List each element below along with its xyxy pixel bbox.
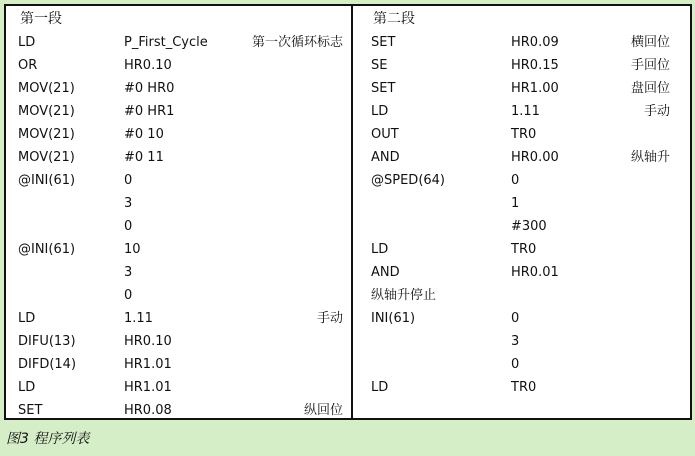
listing-row — [6, 169, 351, 192]
comment-cell: 手动 — [316, 311, 343, 326]
instruction-cell: DIFD(14) — [18, 357, 77, 372]
listing-row — [6, 146, 351, 169]
listing-row — [353, 330, 690, 353]
listing-row — [353, 238, 690, 261]
instruction-cell: LD — [18, 311, 36, 326]
operand-cell: 0 — [511, 357, 520, 372]
operand-cell: 1.11 — [511, 104, 540, 119]
instruction-cell: SET — [371, 35, 396, 50]
operand-cell: 0 — [124, 288, 133, 303]
program-listing-table — [4, 4, 692, 420]
instruction-cell: @INI(61) — [18, 242, 76, 257]
comment-cell: 横回位 — [630, 35, 670, 50]
operand-cell: #0 11 — [124, 150, 164, 165]
listing-row — [353, 54, 690, 77]
instruction-cell: LD — [18, 380, 36, 395]
instruction-cell: @INI(61) — [18, 173, 76, 188]
operand-cell: 0 — [124, 173, 133, 188]
operand-cell: 0 — [511, 173, 520, 188]
instruction-cell: 纵轴升停止 — [371, 288, 437, 303]
operand-cell: HR1.01 — [124, 380, 172, 395]
comment-cell: 纵回位 — [303, 403, 343, 418]
operand-cell: #0 HR1 — [124, 104, 175, 119]
listing-row — [353, 307, 690, 330]
listing-row — [353, 169, 690, 192]
instruction-cell: MOV(21) — [18, 150, 75, 165]
listing-row — [6, 123, 351, 146]
operand-cell: HR0.10 — [124, 334, 172, 349]
listing-row — [6, 330, 351, 353]
listing-row — [353, 261, 690, 284]
instruction-cell: MOV(21) — [18, 104, 75, 119]
listing-row — [6, 261, 351, 284]
listing-row — [6, 100, 351, 123]
operand-cell: HR1.01 — [124, 357, 172, 372]
listing-row — [353, 353, 690, 376]
listing-row — [353, 77, 690, 100]
listing-row — [6, 215, 351, 238]
operand-cell: TR0 — [511, 380, 537, 395]
operand-cell: HR0.01 — [511, 265, 559, 280]
operand-cell: 3 — [124, 196, 133, 211]
listing-row — [6, 77, 351, 100]
instruction-cell: SET — [371, 81, 396, 96]
listing-row — [6, 399, 351, 422]
comment-cell: 手动 — [643, 104, 670, 119]
instruction-cell: LD — [371, 242, 389, 257]
operand-cell: HR0.09 — [511, 35, 559, 50]
listing-row — [353, 284, 690, 307]
instruction-cell: AND — [371, 265, 400, 280]
instruction-cell: LD — [371, 380, 389, 395]
instruction-cell: @SPED(64) — [371, 173, 446, 188]
listing-row — [6, 192, 351, 215]
comment-cell: 盘回位 — [630, 81, 670, 96]
operand-cell: HR0.10 — [124, 58, 172, 73]
operand-cell: HR1.00 — [511, 81, 559, 96]
listing-row — [6, 353, 351, 376]
operand-cell: HR0.00 — [511, 150, 559, 165]
operand-cell: #300 — [511, 219, 547, 234]
operand-cell: #0 HR0 — [124, 81, 175, 96]
instruction-cell: DIFU(13) — [18, 334, 76, 349]
listing-row — [353, 31, 690, 54]
listing-row — [353, 100, 690, 123]
operand-cell: TR0 — [511, 127, 537, 142]
comment-cell: 第一次循环标志 — [251, 35, 343, 50]
section-two-title: 第二段 — [373, 11, 415, 27]
listing-row — [6, 31, 351, 54]
listing-row — [6, 376, 351, 399]
instruction-cell: MOV(21) — [18, 127, 75, 142]
listing-row — [6, 307, 351, 330]
instruction-cell: OR — [18, 58, 38, 73]
instruction-cell: AND — [371, 150, 400, 165]
instruction-cell: LD — [18, 35, 36, 50]
operand-cell: 1 — [511, 196, 520, 211]
listing-row — [353, 215, 690, 238]
operand-cell: 10 — [124, 242, 141, 257]
listing-row — [6, 54, 351, 77]
figure-caption: 图3 程序列表 — [6, 431, 90, 447]
operand-cell: 3 — [511, 334, 520, 349]
instruction-cell: LD — [371, 104, 389, 119]
section-one-title: 第一段 — [20, 11, 62, 27]
listing-row — [353, 146, 690, 169]
instruction-cell: INI(61) — [371, 311, 416, 326]
listing-row — [6, 238, 351, 261]
operand-cell: HR0.08 — [124, 403, 172, 418]
operand-cell: 0 — [124, 219, 133, 234]
comment-cell: 纵轴升 — [630, 150, 670, 165]
comment-cell: 手回位 — [630, 58, 670, 73]
operand-cell: 1.11 — [124, 311, 153, 326]
operand-cell: P_First_Cycle — [124, 35, 208, 50]
operand-cell: TR0 — [511, 242, 537, 257]
listing-row — [353, 376, 690, 399]
listing-row — [353, 192, 690, 215]
operand-cell: HR0.15 — [511, 58, 559, 73]
instruction-cell: SET — [18, 403, 43, 418]
operand-cell: 3 — [124, 265, 133, 280]
listing-row — [353, 123, 690, 146]
instruction-cell: MOV(21) — [18, 81, 75, 96]
operand-cell: #0 10 — [124, 127, 164, 142]
listing-row — [6, 284, 351, 307]
instruction-cell: SE — [371, 58, 388, 73]
operand-cell: 0 — [511, 311, 520, 326]
instruction-cell: OUT — [371, 127, 399, 142]
